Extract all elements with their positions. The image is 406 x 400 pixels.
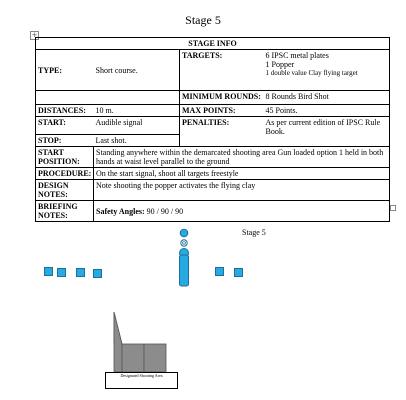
page-title: Stage 5	[185, 13, 221, 27]
targets-line: 1 Popper	[265, 60, 295, 69]
stage-info-header: STAGE INFO	[36, 38, 390, 50]
penalties-value: As per current edition of IPSC Rule Book.	[264, 117, 390, 147]
steel-plate-target	[234, 268, 243, 277]
stage-info-table	[35, 37, 390, 222]
shooting-area-structure	[110, 312, 170, 374]
steel-plate-target	[44, 267, 53, 276]
table-resize-handle-icon[interactable]	[390, 205, 396, 211]
clay-thrower-icon	[181, 240, 187, 246]
min-rounds-value: 8 Rounds Bird Shot	[264, 91, 390, 105]
shooting-area-label: Designated Shooting Area	[120, 373, 163, 378]
targets-line: 6 IPSC metal plates	[265, 51, 329, 60]
steel-plate-target	[215, 267, 224, 276]
procedure-label: PROCEDURE:	[36, 168, 94, 180]
table-move-handle-icon[interactable]: +	[31, 31, 38, 39]
popper-body-icon	[180, 255, 189, 286]
start-position-label: START POSITION:	[36, 147, 94, 168]
safety-angles-label: Safety Angles:	[96, 206, 145, 216]
start-position-value: Standing anywhere within the demarcated shooting area Gun loaded option 1 held in both hands at waist level parallel to the ground	[94, 147, 390, 168]
steel-plate-target	[57, 268, 66, 277]
start-label: START:	[36, 117, 94, 135]
briefing-notes-label: BRIEFING NOTES:	[36, 201, 94, 222]
start-value: Audible signal	[94, 117, 180, 135]
clay-target-icon	[180, 229, 188, 237]
procedure-value: On the start signal, shoot all targets freestyle	[94, 168, 390, 180]
min-rounds-label: MINIMUM ROUNDS:	[180, 91, 264, 105]
briefing-notes-value	[94, 201, 390, 222]
safety-angles-value: 90 / 90 / 90	[146, 206, 184, 216]
empty-cell	[94, 91, 180, 105]
steel-plate-target	[76, 268, 85, 277]
targets-label: TARGETS:	[180, 50, 264, 91]
diagram-stage-label: Stage 5	[242, 228, 266, 237]
distances-label: DISTANCES:	[36, 105, 94, 117]
designated-shooting-area	[105, 372, 178, 389]
distances-value: 10 m.	[94, 105, 180, 117]
penalties-label: PENALTIES:	[180, 117, 264, 147]
stop-value: Last shot.	[94, 135, 180, 147]
type-label: TYPE:	[36, 50, 94, 91]
targets-value	[264, 50, 390, 91]
popper-and-clay-target	[174, 228, 194, 290]
design-notes-value: Note shooting the popper activates the flying clay	[94, 180, 390, 201]
targets-line: 1 double value Clay flying target	[265, 69, 358, 77]
design-notes-label: DESIGN NOTES:	[36, 180, 94, 201]
steel-plate-target	[93, 269, 102, 278]
empty-cell	[36, 91, 94, 105]
max-points-label: MAX POINTS:	[180, 105, 264, 117]
stop-label: STOP:	[36, 135, 94, 147]
type-value: Short course.	[94, 50, 180, 91]
max-points-value: 45 Points.	[264, 105, 390, 117]
